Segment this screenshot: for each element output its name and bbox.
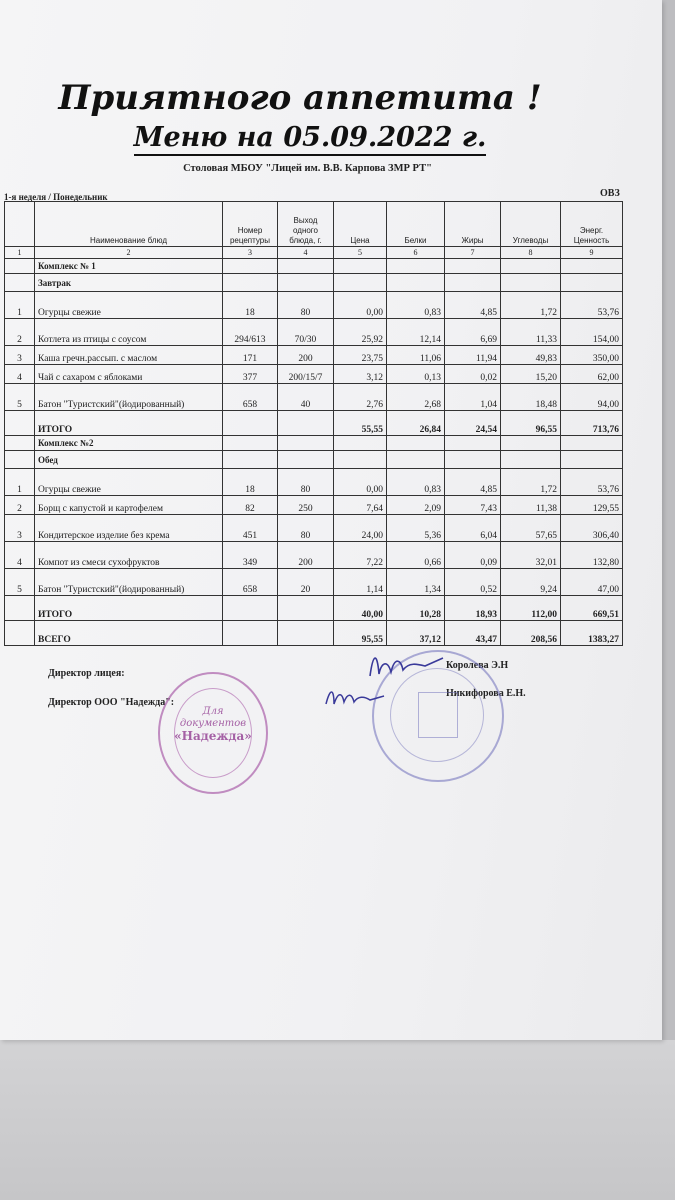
header-cell-index <box>5 202 35 247</box>
row-index: 3 <box>5 346 35 365</box>
dish-carbs: 15,20 <box>501 365 561 384</box>
director-name: Королева Э.Н <box>446 660 509 671</box>
column-number-row <box>5 247 623 259</box>
dish-carbs: 49,83 <box>501 346 561 365</box>
total-price: 55,55 <box>334 411 387 436</box>
dish-fat: 4,85 <box>445 469 501 496</box>
dish-energy: 94,00 <box>561 384 623 411</box>
dish-name: Компот из смеси сухофруктов <box>35 542 223 569</box>
dish-carbs: 57,65 <box>501 515 561 542</box>
recipe-number: 294/613 <box>223 319 278 346</box>
header-cell-protein: Белки <box>387 202 445 247</box>
dish-weight: 80 <box>278 469 334 496</box>
recipe-number: 377 <box>223 365 278 384</box>
menu-table <box>4 201 623 646</box>
grand-total-price: 95,55 <box>334 621 387 646</box>
dish-protein: 0,83 <box>387 469 445 496</box>
dish-name: Батон "Туристский"(йодированный) <box>35 384 223 411</box>
dish-energy: 47,00 <box>561 569 623 596</box>
complex-2-total-row <box>5 596 623 621</box>
dish-protein: 1,34 <box>387 569 445 596</box>
header-cell-recipe: Номер рецептуры <box>223 202 278 247</box>
dish-carbs: 18,48 <box>501 384 561 411</box>
dish-protein: 2,68 <box>387 384 445 411</box>
complex-2-meal: Обед <box>35 451 223 469</box>
dish-carbs: 11,33 <box>501 319 561 346</box>
stamp-line-1: Для <box>202 706 224 717</box>
recipe-number: 82 <box>223 496 278 515</box>
complex-1-meal-row <box>5 274 623 292</box>
grand-total-protein: 37,12 <box>387 621 445 646</box>
dish-name: Чай с сахаром с яблоками <box>35 365 223 384</box>
recipe-number: 18 <box>223 292 278 319</box>
row-index: 2 <box>5 496 35 515</box>
week-day-label: 1-я неделя / Понедельник <box>4 192 108 202</box>
dish-weight: 80 <box>278 515 334 542</box>
total-fat: 24,54 <box>445 411 501 436</box>
recipe-number: 18 <box>223 469 278 496</box>
dish-protein: 12,14 <box>387 319 445 346</box>
total-carbs: 96,55 <box>501 411 561 436</box>
supplier-director-label: Директор ООО "Надежда": <box>48 697 175 708</box>
grand-total-carbs: 208,56 <box>501 621 561 646</box>
dish-name: Каша гречн.рассып. с маслом <box>35 346 223 365</box>
dish-fat: 6,69 <box>445 319 501 346</box>
column-number: 8 <box>501 247 561 259</box>
supplier-director-name: Никифорова Е.Н. <box>446 688 526 699</box>
total-protein: 10,28 <box>387 596 445 621</box>
grand-total-label: ВСЕГО <box>35 621 223 646</box>
page-title: Приятного аппетита ! <box>58 78 542 118</box>
column-number: 6 <box>387 247 445 259</box>
column-number: 3 <box>223 247 278 259</box>
director-signature <box>365 646 455 686</box>
complex-2-title-row <box>5 436 623 451</box>
row-index: 4 <box>5 365 35 384</box>
dish-energy: 129,55 <box>561 496 623 515</box>
dish-carbs: 32,01 <box>501 542 561 569</box>
stamp-line-3: «Надежда» <box>174 729 252 743</box>
dish-price: 24,00 <box>334 515 387 542</box>
dish-name: Кондитерское изделие без крема <box>35 515 223 542</box>
row-index: 1 <box>5 469 35 496</box>
dish-energy: 350,00 <box>561 346 623 365</box>
complex-1-meal: Завтрак <box>35 274 223 292</box>
dish-fat: 11,94 <box>445 346 501 365</box>
dish-weight: 250 <box>278 496 334 515</box>
dish-protein: 0,66 <box>387 542 445 569</box>
menu-date-text: Меню на 05.09.2022 г. <box>134 122 487 156</box>
dish-fat: 6,04 <box>445 515 501 542</box>
row-index: 5 <box>5 569 35 596</box>
dish-energy: 132,80 <box>561 542 623 569</box>
canteen-name: Столовая МБОУ "Лицей им. В.В. Карпова ЗМР РТ" <box>183 163 432 174</box>
dish-name: Борщ с капустой и картофелем <box>35 496 223 515</box>
dish-fat: 1,04 <box>445 384 501 411</box>
total-price: 40,00 <box>334 596 387 621</box>
complex-1-title: Комплекс № 1 <box>35 259 223 274</box>
dish-protein: 0,13 <box>387 365 445 384</box>
header-cell-energy: Энерг. Ценность <box>561 202 623 247</box>
dish-energy: 306,40 <box>561 515 623 542</box>
dish-price: 25,92 <box>334 319 387 346</box>
total-label: ИТОГО <box>35 411 223 436</box>
column-number: 9 <box>561 247 623 259</box>
grand-total-energy: 1383,27 <box>561 621 623 646</box>
table-row <box>5 346 623 365</box>
grand-total-row <box>5 621 623 646</box>
dish-energy: 53,76 <box>561 292 623 319</box>
row-index: 1 <box>5 292 35 319</box>
dish-name: Огурцы свежие <box>35 469 223 496</box>
table-row <box>5 292 623 319</box>
dish-energy: 62,00 <box>561 365 623 384</box>
dish-carbs: 1,72 <box>501 469 561 496</box>
dish-name: Огурцы свежие <box>35 292 223 319</box>
dish-protein: 0,83 <box>387 292 445 319</box>
stamp-text <box>160 706 266 742</box>
dish-price: 1,14 <box>334 569 387 596</box>
header-cell-carbs: Углеводы <box>501 202 561 247</box>
table-row <box>5 365 623 384</box>
dish-weight: 200/15/7 <box>278 365 334 384</box>
dish-weight: 70/30 <box>278 319 334 346</box>
recipe-number: 349 <box>223 542 278 569</box>
dish-carbs: 11,38 <box>501 496 561 515</box>
dish-fat: 0,02 <box>445 365 501 384</box>
seal-emblem <box>418 692 458 738</box>
column-number: 1 <box>5 247 35 259</box>
dish-price: 0,00 <box>334 292 387 319</box>
dish-carbs: 1,72 <box>501 292 561 319</box>
background-edge <box>662 0 675 1040</box>
menu-date-heading <box>10 122 610 153</box>
total-energy: 713,76 <box>561 411 623 436</box>
header-cell-weight: Выход одного блюда, г. <box>278 202 334 247</box>
total-fat: 18,93 <box>445 596 501 621</box>
supplier-signature <box>322 682 392 712</box>
dish-name: Котлета из птицы с соусом <box>35 319 223 346</box>
column-number: 5 <box>334 247 387 259</box>
complex-1-total-row <box>5 411 623 436</box>
column-number: 7 <box>445 247 501 259</box>
table-row <box>5 569 623 596</box>
column-number: 4 <box>278 247 334 259</box>
column-number: 2 <box>35 247 223 259</box>
table-row <box>5 384 623 411</box>
dish-price: 7,64 <box>334 496 387 515</box>
dish-price: 0,00 <box>334 469 387 496</box>
total-energy: 669,51 <box>561 596 623 621</box>
complex-2-title: Комплекс №2 <box>35 436 223 451</box>
recipe-number: 658 <box>223 384 278 411</box>
dish-protein: 5,36 <box>387 515 445 542</box>
dish-energy: 53,76 <box>561 469 623 496</box>
table-row <box>5 515 623 542</box>
dish-protein: 2,09 <box>387 496 445 515</box>
complex-2-meal-row <box>5 451 623 469</box>
header-cell-price: Цена <box>334 202 387 247</box>
table-row <box>5 496 623 515</box>
dish-fat: 0,09 <box>445 542 501 569</box>
dish-fat: 7,43 <box>445 496 501 515</box>
complex-1-title-row <box>5 259 623 274</box>
stamp-line-2: документов <box>179 718 247 729</box>
dish-weight: 200 <box>278 542 334 569</box>
dish-carbs: 9,24 <box>501 569 561 596</box>
recipe-number: 451 <box>223 515 278 542</box>
row-index: 4 <box>5 542 35 569</box>
background-surface <box>0 1040 675 1200</box>
dish-price: 7,22 <box>334 542 387 569</box>
table-row <box>5 469 623 496</box>
total-label: ИТОГО <box>35 596 223 621</box>
row-index: 5 <box>5 384 35 411</box>
total-carbs: 112,00 <box>501 596 561 621</box>
dish-price: 2,76 <box>334 384 387 411</box>
dish-name: Батон "Туристский"(йодированный) <box>35 569 223 596</box>
dish-fat: 4,85 <box>445 292 501 319</box>
dish-price: 3,12 <box>334 365 387 384</box>
supplier-seal-stamp <box>158 672 268 794</box>
table-row <box>5 319 623 346</box>
total-protein: 26,84 <box>387 411 445 436</box>
dish-weight: 200 <box>278 346 334 365</box>
dish-protein: 11,06 <box>387 346 445 365</box>
dish-weight: 80 <box>278 292 334 319</box>
recipe-number: 658 <box>223 569 278 596</box>
dish-energy: 154,00 <box>561 319 623 346</box>
row-index: 2 <box>5 319 35 346</box>
dish-weight: 40 <box>278 384 334 411</box>
dish-weight: 20 <box>278 569 334 596</box>
row-index: 3 <box>5 515 35 542</box>
diet-tag: ОВЗ <box>600 188 620 199</box>
table-row <box>5 542 623 569</box>
table-header-row <box>5 202 623 247</box>
director-label: Директор лицея: <box>48 668 125 679</box>
recipe-number: 171 <box>223 346 278 365</box>
grand-total-fat: 43,47 <box>445 621 501 646</box>
header-cell-fat: Жиры <box>445 202 501 247</box>
dish-price: 23,75 <box>334 346 387 365</box>
dish-fat: 0,52 <box>445 569 501 596</box>
header-cell-name: Наименование блюд <box>35 202 223 247</box>
